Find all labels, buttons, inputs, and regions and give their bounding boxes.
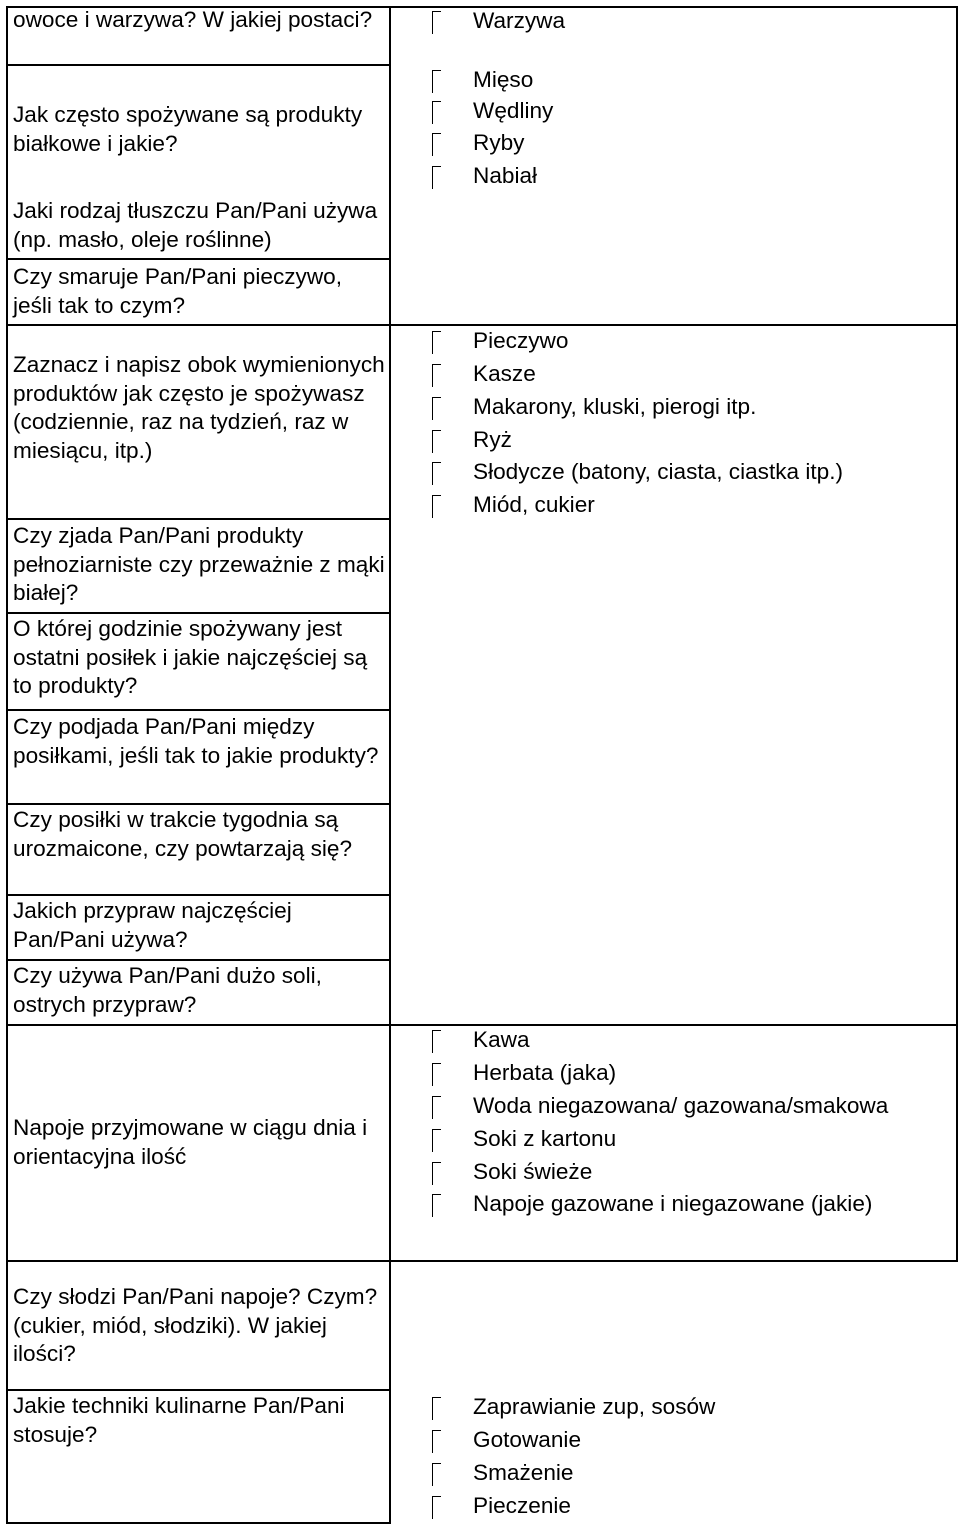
option-label: Woda niegazowana/ gazowana/smakowa [473,1093,889,1118]
checkbox-icon[interactable] [432,11,441,34]
option-label: Słodycze (batony, ciasta, ciastka itp.) [473,459,844,484]
row-divider [6,64,391,66]
checkbox-icon[interactable] [432,495,441,518]
option-label: Herbata (jaka) [473,1060,617,1085]
question-meal-variety: Czy posiłki w trakcie tygodnia są urozmaicone, czy powtarzają się? [13,807,353,861]
lower-table-border-left [6,1262,8,1524]
row-divider [6,1389,391,1391]
row-divider [6,803,391,805]
checkbox-icon[interactable] [432,364,441,387]
checkbox-icon[interactable] [432,1430,441,1453]
option-label: Zaprawianie zup, sosów [473,1394,716,1419]
checkbox-icon[interactable] [432,331,441,354]
option-label: Ryż [473,427,512,452]
option-label: Wędliny [473,98,554,123]
row-divider [6,709,391,711]
option-label: Gotowanie [473,1427,582,1452]
checkbox-icon[interactable] [432,1397,441,1420]
table-border-right [956,6,958,1262]
lower-table-border-right [389,1262,391,1524]
option-label: Pieczenie [473,1493,571,1518]
checkbox-icon[interactable] [432,462,441,485]
row-divider [6,518,391,520]
question-salt: Czy używa Pan/Pani dużo soli, ostrych przypraw? [13,963,322,1017]
checkbox-icon[interactable] [432,166,441,189]
checkbox-icon[interactable] [432,1463,441,1486]
option-label: Kasze [473,361,536,386]
option-label: Nabiał [473,163,538,188]
option-label: Kawa [473,1027,530,1052]
question-fruits-vegetables: owoce i warzywa? W jakiej postaci? [13,7,373,32]
checkbox-icon[interactable] [432,101,441,124]
row-divider [6,258,391,260]
option-label: Smażenie [473,1460,574,1485]
checkbox-icon[interactable] [432,1129,441,1152]
option-label: Ryby [473,130,525,155]
question-drinks: Napoje przyjmowane w ciągu dnia i orientacyjna ilość [13,1115,368,1169]
checkbox-icon[interactable] [432,1194,441,1217]
question-bread-spread: Czy smaruje Pan/Pani pieczywo, jeśli tak to czym? [13,264,342,318]
option-label: Warzywa [473,8,566,33]
checkbox-icon[interactable] [432,1162,441,1185]
row-divider [6,959,391,961]
option-label: Miód, cukier [473,492,595,517]
checkbox-icon[interactable] [432,1063,441,1086]
checkbox-icon[interactable] [432,1496,441,1519]
checkbox-icon[interactable] [432,1030,441,1053]
checkbox-icon[interactable] [432,133,441,156]
option-label: Makarony, kluski, pierogi itp. [473,394,757,419]
row-divider [6,612,391,614]
question-product-frequency: Zaznacz i napisz obok wymienionych produktów jak często je spożywasz (codziennie, raz na tydzień, raz w miesiącu, itp.) [13,352,385,464]
table-border-left [6,6,8,1262]
row-divider [6,894,391,896]
checkbox-icon[interactable] [432,70,441,93]
question-sweetening: Czy słodzi Pan/Pani napoje? Czym? (cukier, miód, słodziki). W jakiej ilości? [13,1284,378,1367]
option-label: Soki świeże [473,1159,593,1184]
question-spices: Jakich przypraw najczęściej Pan/Pani używa? [13,898,292,952]
checkbox-icon[interactable] [432,430,441,453]
question-last-meal: O której godzinie spożywany jest ostatni posiłek i jakie najczęściej są to produkty? [13,616,368,699]
option-label: Soki z kartonu [473,1126,617,1151]
question-protein-products: Jak często spożywane są produkty białkowe i jakie? [13,102,363,156]
lower-table-border-bottom [6,1522,391,1524]
question-cooking-techniques: Jakie techniki kulinarne Pan/Pani stosuje? [13,1393,345,1447]
question-fat-type: Jaki rodzaj tłuszczu Pan/Pani używa (np. masło, oleje roślinne) [13,198,378,252]
checkbox-icon[interactable] [432,1096,441,1119]
checkbox-icon[interactable] [432,397,441,420]
question-snacking: Czy podjada Pan/Pani między posiłkami, jeśli tak to jakie produkty? [13,714,379,768]
question-wholegrain: Czy zjada Pan/Pani produkty pełnoziarniste czy przeważnie z mąki białej? [13,523,385,606]
table-column-divider [389,6,391,1262]
table-border-bottom [6,1260,958,1262]
option-label: Mięso [473,67,534,92]
option-label: Pieczywo [473,328,569,353]
option-label: Napoje gazowane i niegazowane (jakie) [473,1191,873,1216]
